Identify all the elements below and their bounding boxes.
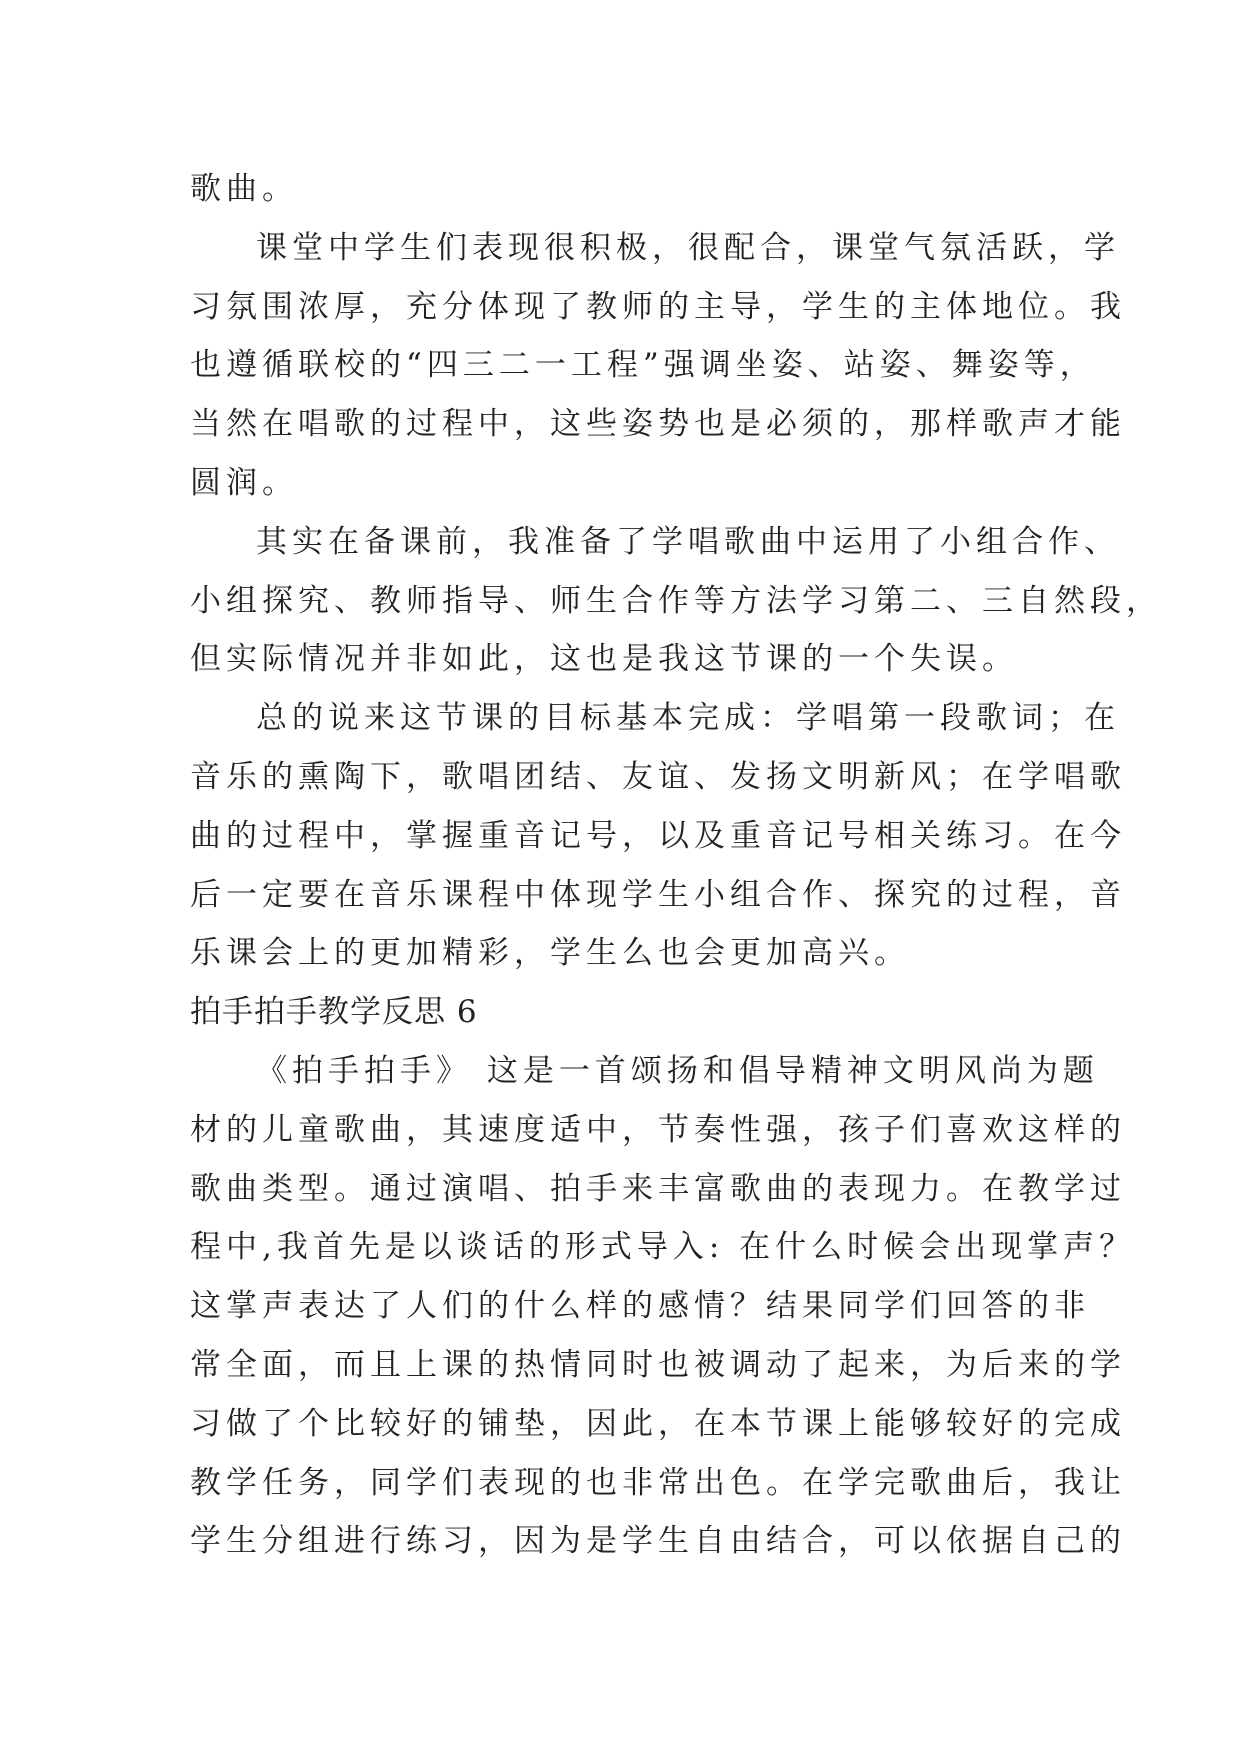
text-line: 材的儿童歌曲，其速度适中，节奏性强，孩子们喜欢这样的	[190, 1111, 1126, 1148]
text-line: 常全面，而且上课的热情同时也被调动了起来，为后来的学	[190, 1346, 1126, 1383]
document-body	[190, 160, 1162, 1571]
text-line: 也遵循联校的“四三二一工程”强调坐姿、站姿、舞姿等，	[190, 347, 1096, 384]
text-line: 程中,我首先是以谈话的形式导入: 在什么时候会出现掌声？	[190, 1229, 1136, 1266]
text-line: 音乐的熏陶下，歌唱团结、友谊、发扬文明新风；在学唱歌	[190, 758, 1126, 795]
text-line: 习氛围浓厚，充分体现了教师的主导，学生的主体地位。我	[190, 288, 1126, 325]
text-line: 学生分组进行练习，因为是学生自由结合，可以依据自己的	[190, 1523, 1126, 1560]
text-line: 教学任务，同学们表现的也非常出色。在学完歌曲后，我让	[190, 1464, 1126, 1501]
text-line: 后一定要在音乐课程中体现学生小组合作、探究的过程，音	[190, 876, 1126, 913]
paragraph-start-line: 课堂中学生们表现很积极，很配合，课堂气氛活跃，学	[256, 229, 1120, 266]
text-line: 歌曲类型。通过演唱、拍手来丰富歌曲的表现力。在教学过	[190, 1170, 1126, 1207]
text-line: 这掌声表达了人们的什么样的感情？结果同学们回答的非	[190, 1288, 1090, 1325]
text-line: 曲的过程中，掌握重音记号，以及重音记号相关练习。在今	[190, 817, 1126, 854]
section-heading: 拍手拍手教学反思 6	[190, 994, 478, 1031]
text-line: 歌曲。	[190, 171, 298, 207]
text-line: 小组探究、教师指导、师生合作等方法学习第二、三自然段，	[190, 582, 1162, 619]
text-line: 但实际情况并非如此，这也是我这节课的一个失误。	[190, 641, 1018, 678]
text-line: 当然在唱歌的过程中，这些姿势也是必须的，那样歌声才能	[190, 406, 1126, 443]
paragraph-start-line: 其实在备课前，我准备了学唱歌曲中运用了小组合作、	[256, 523, 1120, 560]
text-line: 乐课会上的更加精彩，学生么也会更加高兴。	[190, 935, 910, 972]
paragraph-start-line: 《拍手拍手》 这是一首颂扬和倡导精神文明风尚为题	[256, 1052, 1099, 1089]
text-line: 习做了个比较好的铺垫，因此，在本节课上能够较好的完成	[190, 1405, 1126, 1442]
text-line: 圆润。	[190, 464, 298, 501]
paragraph-start-line: 总的说来这节课的目标基本完成：学唱第一段歌词；在	[256, 700, 1120, 737]
